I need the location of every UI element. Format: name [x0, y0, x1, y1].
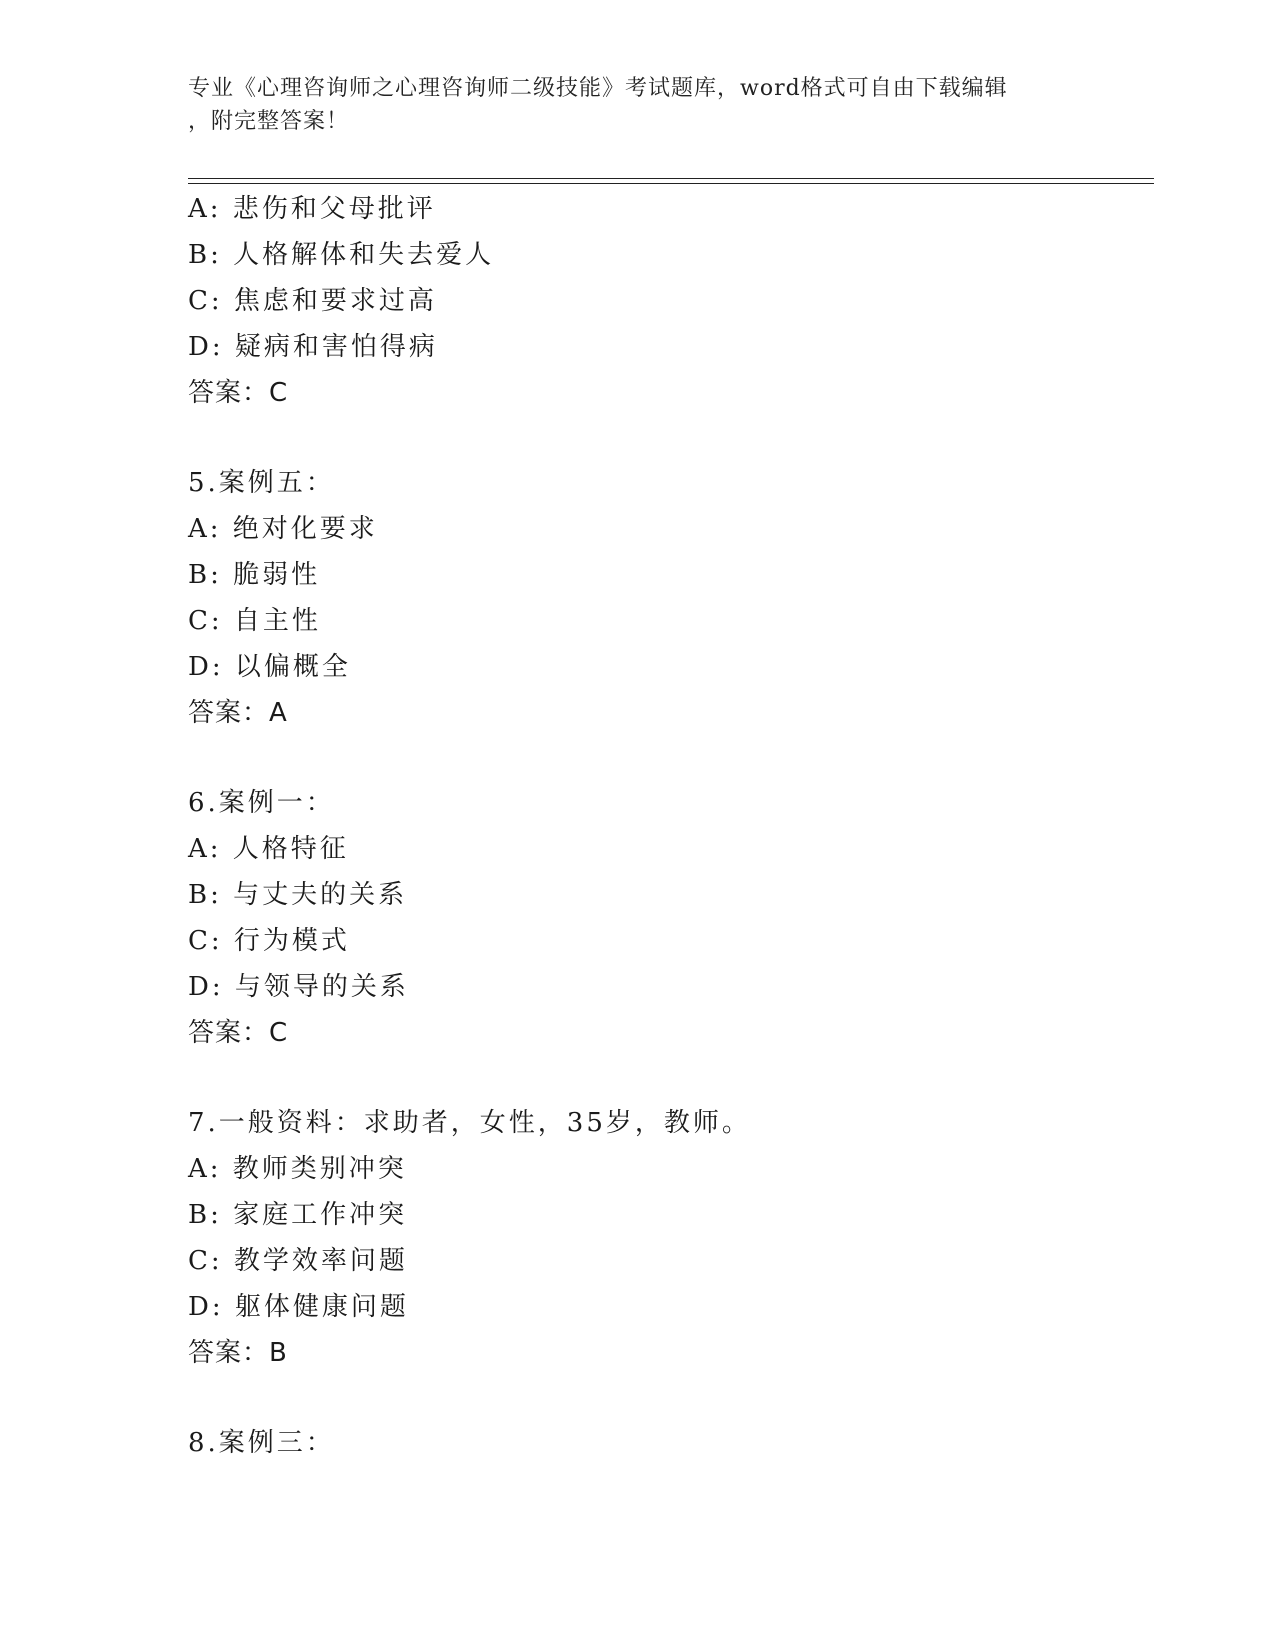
answer-line: 答案：C — [188, 1018, 289, 1048]
question-block — [188, 460, 1148, 736]
option-a: A: 悲伤和父母批评 — [188, 194, 436, 224]
option-c: C: 行为模式 — [188, 926, 350, 956]
question-block — [188, 186, 1148, 416]
option-d: D: 疑病和害怕得病 — [188, 332, 438, 362]
answer-line: 答案：C — [188, 378, 289, 408]
question-title: 8.案例三： — [188, 1428, 335, 1458]
option-a: A: 教师类别冲突 — [188, 1154, 407, 1184]
option-a: A: 人格特征 — [188, 834, 349, 864]
option-d: D: 以偏概全 — [188, 652, 351, 682]
header-divider-top — [188, 178, 1154, 179]
header-line-2: ，附完整答案！ — [188, 109, 350, 134]
header-divider-bottom — [188, 183, 1154, 184]
document-header — [188, 72, 1068, 138]
question-title: 5.案例五： — [188, 468, 335, 498]
spacer — [188, 416, 1148, 460]
spacer — [188, 736, 1148, 780]
question-title: 7.一般资料：求助者，女性，35岁，教师。 — [188, 1108, 751, 1138]
question-block — [188, 780, 1148, 1056]
option-c: C: 自主性 — [188, 606, 321, 636]
option-b: B: 脆弱性 — [188, 560, 321, 590]
option-b: B: 人格解体和失去爱人 — [188, 240, 495, 270]
answer-line: 答案：B — [188, 1338, 288, 1368]
option-d: D: 躯体健康问题 — [188, 1292, 409, 1322]
answer-line: 答案：A — [188, 698, 288, 728]
option-d: D: 与领导的关系 — [188, 972, 409, 1002]
question-block — [188, 1100, 1148, 1376]
question-list — [188, 186, 1148, 1466]
option-c: C: 教学效率问题 — [188, 1246, 408, 1276]
option-a: A: 绝对化要求 — [188, 514, 378, 544]
option-b: B: 与丈夫的关系 — [188, 880, 408, 910]
question-block — [188, 1420, 1148, 1466]
spacer — [188, 1056, 1148, 1100]
header-line-1: 专业《心理咨询师之心理咨询师二级技能》考试题库，word格式可自由下载编辑 — [188, 76, 1008, 101]
option-b: B: 家庭工作冲突 — [188, 1200, 408, 1230]
question-title: 6.案例一： — [188, 788, 335, 818]
spacer — [188, 1376, 1148, 1420]
option-c: C: 焦虑和要求过高 — [188, 286, 437, 316]
